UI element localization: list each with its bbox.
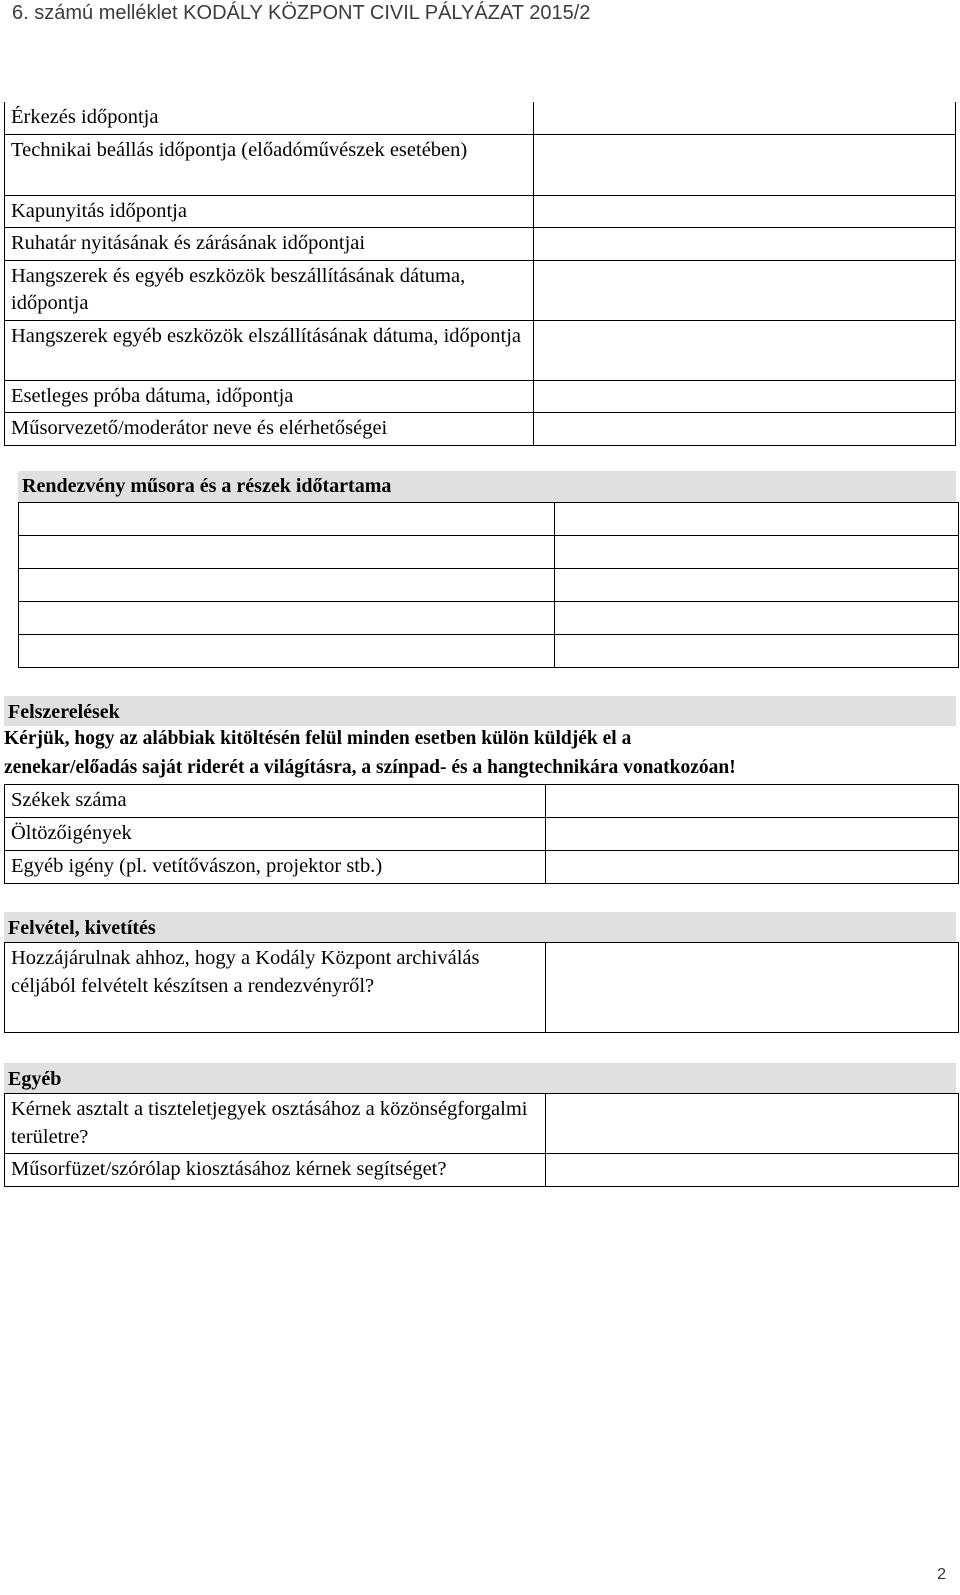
answer-cell[interactable] <box>546 850 959 883</box>
answer-cell[interactable] <box>534 134 956 195</box>
program-duration-cell[interactable] <box>555 503 959 536</box>
page-number: 2 <box>937 1566 946 1583</box>
section-title-recording: Felvétel, kivetítés <box>4 912 956 942</box>
table-row <box>5 102 956 134</box>
table-row <box>5 413 956 446</box>
program-duration-cell[interactable] <box>555 602 959 635</box>
section-title-equipment: Felszerelések <box>4 696 956 726</box>
answer-cell[interactable] <box>534 195 956 228</box>
row-label: Kérnek asztalt a tiszteletjegyek osztásához a közönségforgalmi területre? <box>5 1094 546 1154</box>
table-row <box>5 195 956 228</box>
equipment-table <box>4 784 959 884</box>
table-row <box>5 817 959 850</box>
program-duration-cell[interactable] <box>555 536 959 569</box>
row-label: Hangszerek egyéb eszközök elszállításának dátuma, időpontja <box>5 320 534 380</box>
equipment-notice-line-2: zenekar/előadás saját riderét a világításra, a színpad- és a hangtechnikára vonatkozóan! <box>4 757 736 778</box>
equipment-notice-line-1: Kérjük, hogy az alábbiak kitöltésén felül minden esetben külön küldjék el a <box>4 728 632 749</box>
section-title-program: Rendezvény műsora és a részek időtartama <box>18 471 956 502</box>
table-row <box>5 320 956 380</box>
document-header: 6. számú melléklet KODÁLY KÖZPONT CIVIL PÁLYÁZAT 2015/2 <box>12 2 591 24</box>
table-row <box>5 943 959 1033</box>
answer-cell[interactable] <box>546 1154 959 1187</box>
answer-cell[interactable] <box>546 943 959 1033</box>
row-label: Kapunyitás időpontja <box>5 195 534 228</box>
row-label: Egyéb igény (pl. vetítővászon, projektor stb.) <box>5 850 546 883</box>
table-row <box>19 569 959 602</box>
answer-cell[interactable] <box>534 320 956 380</box>
answer-cell[interactable] <box>546 1094 959 1154</box>
program-item-cell[interactable] <box>19 569 555 602</box>
table-row <box>5 228 956 261</box>
row-label: Hozzájárulnak ahhoz, hogy a Kodály Központ archiválás céljából felvételt készítsen a rendezvényről? <box>5 943 546 1033</box>
table-row <box>5 380 956 413</box>
row-label: Ruhatár nyitásának és zárásának időpontjai <box>5 228 534 261</box>
program-duration-cell[interactable] <box>555 635 959 668</box>
table-row <box>19 503 959 536</box>
answer-cell[interactable] <box>534 228 956 261</box>
program-item-cell[interactable] <box>19 536 555 569</box>
program-duration-cell[interactable] <box>555 569 959 602</box>
program-table <box>18 502 959 668</box>
row-label: Esetleges próba dátuma, időpontja <box>5 380 534 413</box>
program-item-cell[interactable] <box>19 602 555 635</box>
table-row <box>5 1154 959 1187</box>
row-label: Öltözőigények <box>5 817 546 850</box>
row-label: Műsorfüzet/szórólap kiosztásához kérnek segítséget? <box>5 1154 546 1187</box>
row-label: Hangszerek és egyéb eszközök beszállításának dátuma, időpontja <box>5 260 534 320</box>
table-row <box>5 260 956 320</box>
answer-cell[interactable] <box>546 817 959 850</box>
answer-cell[interactable] <box>534 413 956 446</box>
table-row <box>19 635 959 668</box>
table-row <box>5 785 959 818</box>
answer-cell[interactable] <box>534 380 956 413</box>
program-item-cell[interactable] <box>19 503 555 536</box>
answer-cell[interactable] <box>546 785 959 818</box>
row-label: Technikai beállás időpontja (előadóművészek esetében) <box>5 134 534 195</box>
other-table <box>4 1093 959 1187</box>
recording-table <box>4 942 959 1033</box>
table-row <box>19 602 959 635</box>
program-item-cell[interactable] <box>19 635 555 668</box>
row-label: Székek száma <box>5 785 546 818</box>
row-label: Műsorvezető/moderátor neve és elérhetőségei <box>5 413 534 446</box>
row-label: Érkezés időpontja <box>5 102 534 134</box>
table-row <box>5 134 956 195</box>
table-row <box>5 850 959 883</box>
table-row <box>5 1094 959 1154</box>
schedule-table <box>4 102 956 446</box>
answer-cell[interactable] <box>534 260 956 320</box>
section-title-other: Egyéb <box>4 1063 956 1093</box>
table-row <box>19 536 959 569</box>
answer-cell[interactable] <box>534 102 956 134</box>
